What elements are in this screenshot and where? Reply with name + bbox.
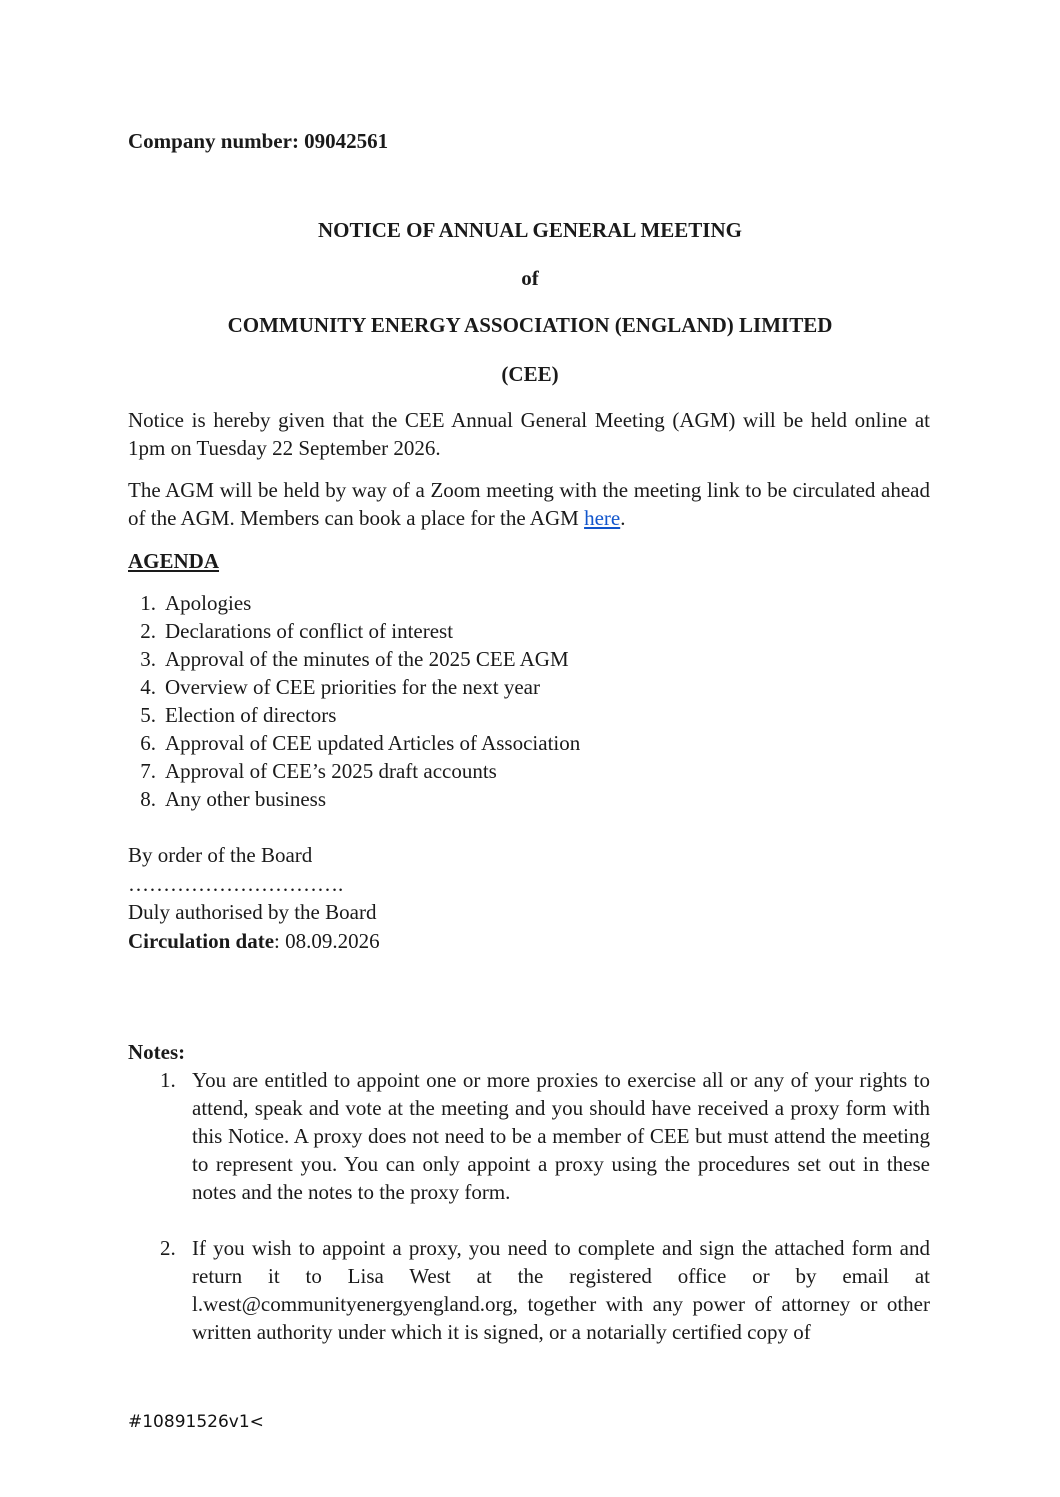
- agenda-item-number: 4.: [140, 675, 156, 699]
- agenda-heading: AGENDA: [128, 549, 220, 573]
- company-name: COMMUNITY ENERGY ASSOCIATION (ENGLAND) LIMITED: [227, 313, 833, 337]
- agenda-item: [128, 589, 580, 617]
- circulation-date-label: Circulation date: [128, 928, 275, 953]
- agenda-item: [128, 645, 580, 673]
- agenda-item: [128, 617, 580, 645]
- notice-title-of: of: [521, 266, 539, 290]
- note-text: You are entitled to appoint one or more proxies to exercise all or any of your rights to attend, speak and vote at the meeting and you should have received a proxy form with this Notice. A proxy does not need to be a member of CEE but must attend the meeting to represent you. You can only appoint a proxy using the procedures set out in these notes and the notes to the proxy form.: [192, 1068, 930, 1204]
- by-order-line: By order of the Board: [128, 843, 313, 867]
- note-number: 2.: [160, 1236, 176, 1260]
- agenda-item: [128, 701, 580, 729]
- agenda-item: [128, 785, 580, 813]
- agenda-item-number: 6.: [140, 731, 156, 755]
- agenda-item-number: 7.: [140, 759, 156, 783]
- agenda-item-text: Apologies: [165, 591, 252, 615]
- note-text: If you wish to appoint a proxy, you need to complete and sign the attached form and return it to Lisa West at the registered office or by email at l.west@communityenergyengland.org, together with any power of attorney or other written authority under which it is signed, or a notarially certified copy of: [192, 1236, 930, 1344]
- agenda-item-number: 8.: [140, 787, 156, 811]
- circulation-date-line: [128, 927, 380, 956]
- intro-paragraph-2: [128, 476, 930, 532]
- note-item: [160, 1066, 930, 1206]
- intro-paragraph-2-text: The AGM will be held by way of a Zoom meeting with the meeting link to be circulated ahead of the AGM. Members can book a place for the AGM: [128, 478, 930, 530]
- agenda-list: [128, 589, 580, 813]
- booking-link[interactable]: here: [584, 506, 621, 530]
- note-number: 1.: [160, 1068, 176, 1092]
- agenda-item-text: Approval of CEE’s 2025 draft accounts: [165, 759, 497, 783]
- notes-heading: Notes:: [128, 1040, 186, 1064]
- agenda-item-number: 2.: [140, 619, 156, 643]
- agenda-item: [128, 757, 580, 785]
- intro-paragraph-1: Notice is hereby given that the CEE Annual General Meeting (AGM) will be held online at 1pm on Tuesday 22 September 2026.: [128, 408, 930, 460]
- agenda-item-text: Overview of CEE priorities for the next year: [165, 675, 540, 699]
- signoff-block: [128, 841, 380, 955]
- agenda-item-number: 1.: [140, 591, 156, 615]
- agenda-item-text: Approval of CEE updated Articles of Association: [165, 731, 581, 755]
- agenda-item-text: Election of directors: [165, 703, 337, 727]
- agenda-item-text: Any other business: [165, 787, 326, 811]
- authorised-line: Duly authorised by the Board: [128, 900, 377, 924]
- agenda-item-text: Approval of the minutes of the 2025 CEE AGM: [165, 647, 569, 671]
- notice-title: NOTICE OF ANNUAL GENERAL MEETING: [318, 218, 742, 242]
- agenda-item: [128, 673, 580, 701]
- agenda-item-number: 3.: [140, 647, 156, 671]
- intro-paragraph-2-end: .: [620, 506, 626, 530]
- document-reference: #10891526v1<: [128, 1412, 264, 1432]
- agenda-item: [128, 729, 580, 757]
- company-number: Company number: 09042561: [128, 129, 389, 153]
- company-abbreviation: (CEE): [501, 362, 559, 386]
- note-item: [160, 1234, 930, 1346]
- circulation-date-value: : 08.09.2026: [274, 928, 380, 953]
- agenda-item-number: 5.: [140, 703, 156, 727]
- agenda-item-text: Declarations of conflict of interest: [165, 619, 454, 643]
- signature-dots: ………………………….: [128, 871, 344, 896]
